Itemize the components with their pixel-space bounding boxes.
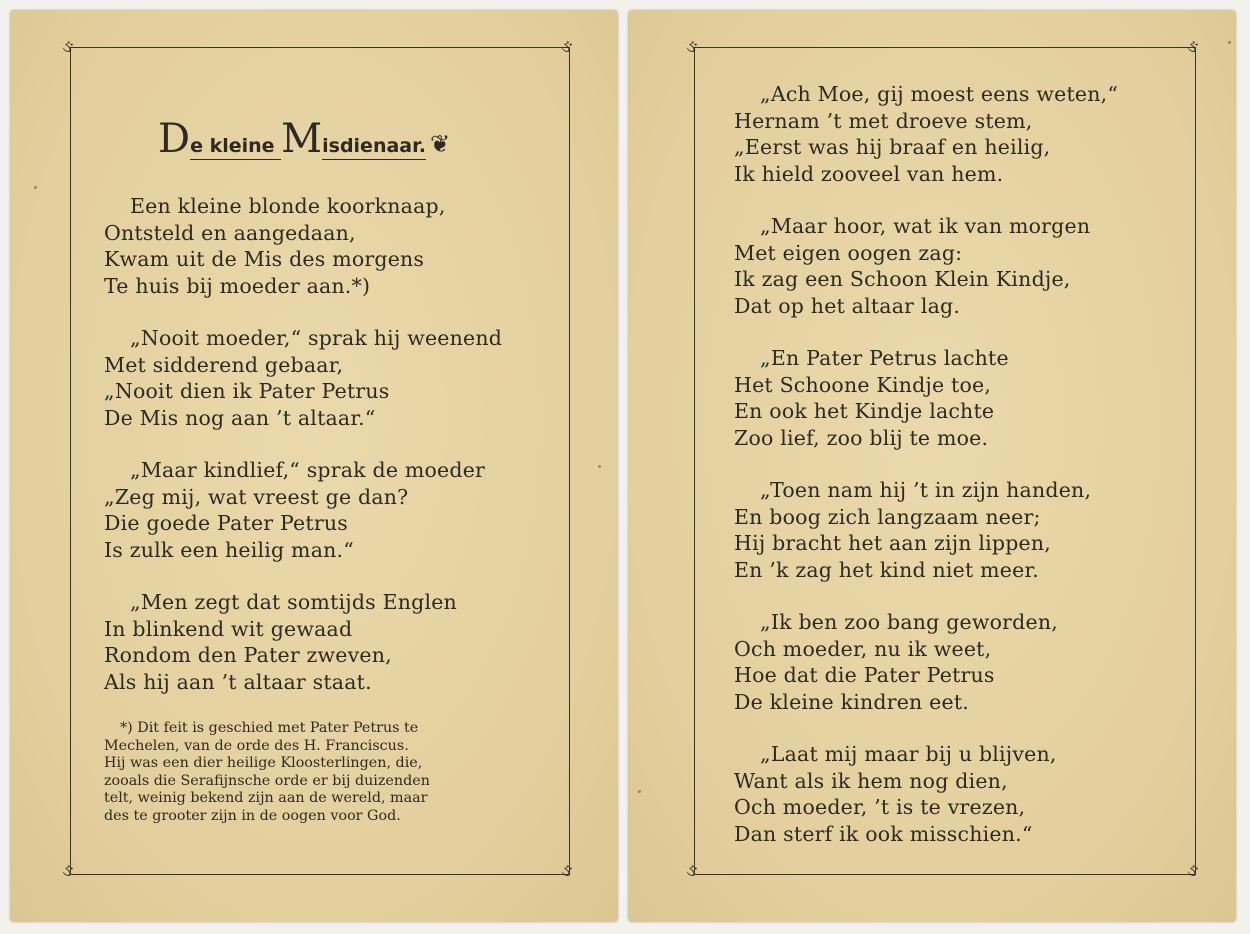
stanza [734,609,1194,715]
verse-line: Dan sterf ik ook misschien.“ [734,821,1033,846]
verse-line: Want als ik hem nog dien, [734,768,1008,793]
verse-line: „Maar kindlief,“ sprak de moeder [130,458,486,482]
verse-line: Met eigen oogen zag: [734,240,963,265]
flourish-icon: ❦ [430,130,451,158]
footnote-line: Mechelen, van de orde des H. Franciscus. [104,737,409,754]
verse-line: „Ik ben zoo bang geworden, [760,610,1058,634]
title-part-two: isdienaar. [322,135,426,160]
paper-speck [1228,41,1231,44]
verse-line: En ook het Kindje lachte [734,399,995,423]
stanza [104,193,564,299]
verse-line: Hoe dat die Pater Petrus [734,663,995,687]
left-poem [104,193,564,721]
verse-line: Hij bracht het aan zijn lippen, [734,531,1051,555]
stanza [734,477,1194,583]
verse-line: En boog zich langzaam neer; [734,504,1041,529]
verse-line: „Zeg mij, wat vreest ge dan? [104,484,409,509]
poem-title [158,116,498,166]
stanza [734,213,1194,319]
verse-line: Met sidderend gebaar, [104,352,344,377]
verse-line: Dat op het altaar lag. [734,293,961,318]
verse-line: Die goede Pater Petrus [104,511,348,535]
right-poem [734,81,1194,873]
verse-line: En ’k zag het kind niet meer. [734,557,1039,582]
verse-line: Ik zag een Schoon Klein Kindje, [734,267,1071,291]
verse-line: De Mis nog aan ’t altaar.“ [104,405,376,430]
verse-line: Och moeder, ’t is te vrezen, [734,795,1026,819]
corner-ornament-icon: ઙ [686,36,698,57]
verse-line: „Men zegt dat somtijds Englen [130,590,457,614]
stanza [104,325,564,431]
verse-line: Rondom den Pater zweven, [104,643,392,667]
verse-line: Kwam uit de Mis des morgens [104,247,425,271]
right-page [628,10,1236,922]
verse-line: Het Schoone Kindje toe, [734,372,992,397]
verse-line: Te huis bij moeder aan.*) [104,273,371,298]
stanza [734,741,1194,847]
verse-line: „En Pater Petrus lachte [760,346,1009,370]
verse-line: Is zulk een heilig man.“ [104,537,354,562]
verse-line: Als hij aan ’t altaar staat. [104,669,372,694]
verse-line: „Ach Moe, gij moest eens weten,“ [760,82,1119,106]
footnote-line: *) Dit feit is geschied met Pater Petrus te [120,720,419,736]
footnote-line: telt, weinig bekend zijn aan de wereld, maar [104,790,428,807]
verse-line: „Nooit moeder,“ sprak hij weenend [130,326,503,350]
verse-line: „Nooit dien ik Pater Petrus [104,379,390,403]
corner-ornament-icon: ઙ [561,860,573,881]
footnote-line: Hij was een dier heilige Kloosterlingen, die, [104,755,423,772]
stanza [104,457,564,563]
stanza [734,345,1194,451]
verse-line: Een kleine blonde koorknaap, [130,194,446,218]
verse-line: Hernam ’t met droeve stem, [734,108,1033,133]
verse-line: „Eerst was hij braaf en heilig, [734,135,1051,159]
corner-ornament-icon: ઙ [686,860,698,881]
corner-ornament-icon: ઙ [1187,36,1199,57]
verse-line: In blinkend wit gewaad [104,616,353,641]
verse-line: Och moeder, nu ik weet, [734,636,992,661]
footnote [104,720,550,826]
paper-speck [638,790,641,793]
title-initial-d: D [158,116,191,162]
paper-speck [598,465,601,468]
stanza [734,81,1194,187]
verse-line: Zoo lief, zoo blij te moe. [734,425,989,450]
corner-ornament-icon: ઙ [561,36,573,57]
left-page [10,10,618,922]
footnote-line: des te grooter zijn in de oogen voor God. [104,807,401,824]
verse-line: De kleine kindren eet. [734,689,969,714]
paper-speck [34,186,37,189]
stanza [104,589,564,695]
title-initial-m: M [281,116,323,162]
corner-ornament-icon: ઙ [62,36,74,57]
footnote-line: zooals die Serafijnsche orde er bij duizenden [104,772,430,789]
verse-line: „Maar hoor, wat ik van morgen [760,214,1091,238]
verse-line: „Laat mij maar bij u blijven, [760,742,1057,766]
corner-ornament-icon: ઙ [62,860,74,881]
title-part-one: e kleine [190,135,281,160]
verse-line: Ik hield zooveel van hem. [734,161,1004,186]
verse-line: Ontsteld en aangedaan, [104,220,356,245]
corner-ornament-icon: ઙ [1187,860,1199,881]
verse-line: „Toen nam hij ’t in zijn handen, [760,478,1092,502]
